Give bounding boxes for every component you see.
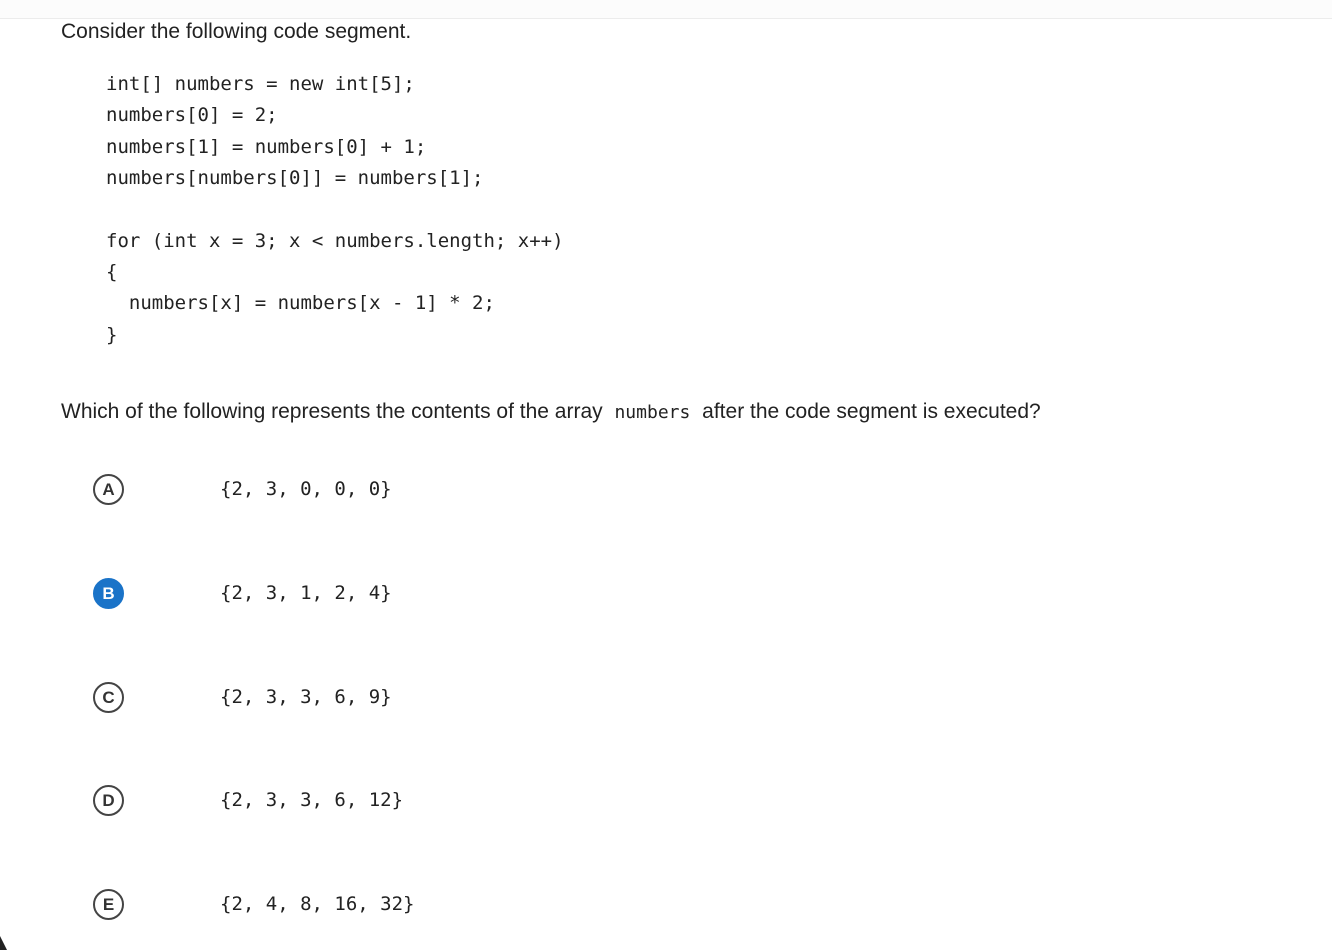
answer-choice-e[interactable] (93, 889, 593, 923)
question-text-after: after the code segment is executed? (702, 400, 1041, 423)
code-line: int[] numbers = new int[5]; (106, 73, 415, 95)
corner-cursor-icon (0, 936, 8, 950)
code-line: numbers[x] = numbers[x - 1] * 2; (106, 292, 495, 314)
choice-value: {2, 3, 3, 6, 12} (220, 789, 404, 811)
question-inline-code: numbers (614, 402, 691, 423)
code-line: numbers[numbers[0]] = numbers[1]; (106, 167, 484, 189)
question-text-before: Which of the following represents the contents of the array (61, 400, 603, 423)
choice-value: {2, 3, 3, 6, 9} (220, 686, 392, 708)
choice-value: {2, 3, 1, 2, 4} (220, 582, 392, 604)
top-band (0, 0, 1332, 18)
choice-letter-badge[interactable]: E (93, 889, 124, 920)
answer-choice-a[interactable] (93, 474, 593, 508)
code-line: for (int x = 3; x < numbers.length; x++) (106, 230, 564, 252)
code-line: { (106, 261, 118, 283)
answer-choice-d[interactable] (93, 785, 593, 819)
choice-letter-badge[interactable]: A (93, 474, 124, 505)
choice-letter-badge-selected[interactable]: B (93, 578, 124, 609)
choice-value: {2, 3, 0, 0, 0} (220, 478, 392, 500)
code-line: } (106, 324, 118, 346)
choice-letter-badge[interactable]: D (93, 785, 124, 816)
question-prompt: Consider the following code segment. (61, 20, 412, 43)
choice-value: {2, 4, 8, 16, 32} (220, 893, 415, 915)
question-text (61, 398, 1041, 427)
choice-letter-badge[interactable]: C (93, 682, 124, 713)
code-line: numbers[0] = 2; (106, 104, 278, 126)
code-line: numbers[1] = numbers[0] + 1; (106, 136, 427, 158)
answer-choice-b[interactable] (93, 578, 593, 612)
answer-choice-c[interactable] (93, 682, 593, 716)
